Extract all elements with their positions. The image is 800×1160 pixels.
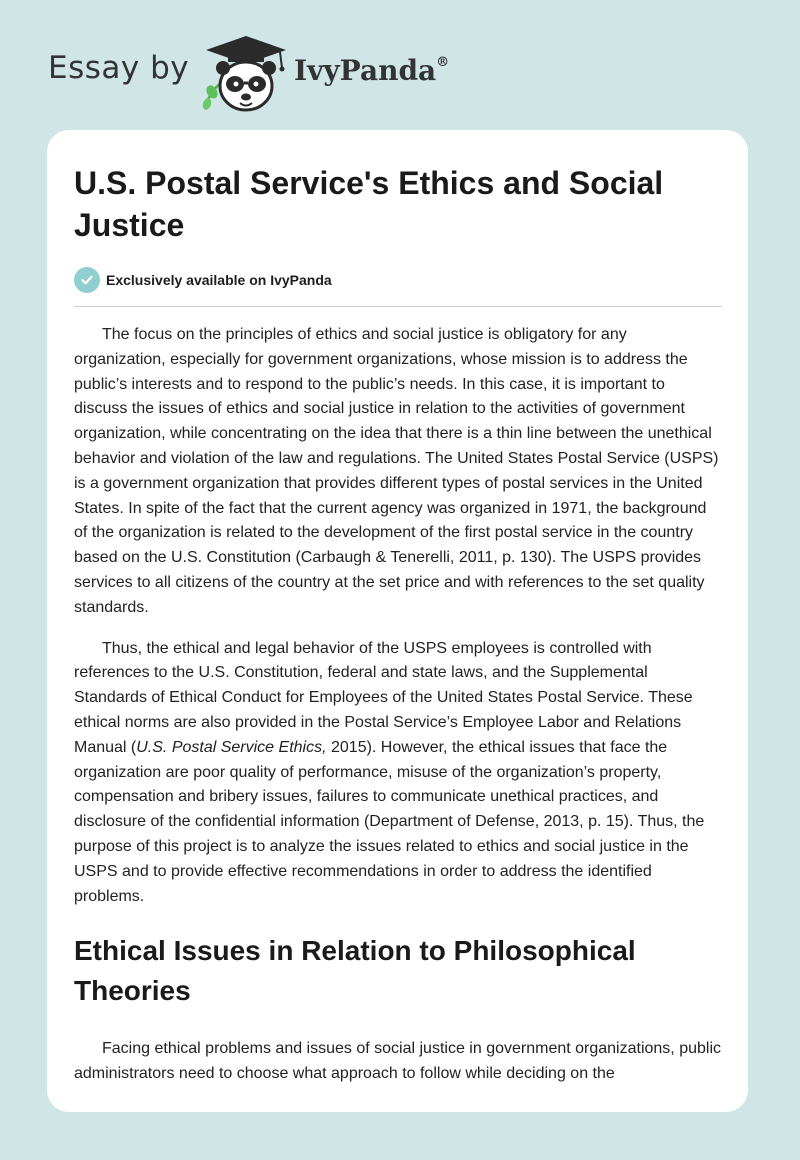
check-circle-icon	[74, 267, 100, 293]
site-header	[48, 28, 508, 110]
divider	[74, 306, 722, 307]
paragraph: The focus on the principles of ethics and social justice is obligatory for any organization, especially for government organizations, whose mission is to address the public’s interests and to respond to the public’s needs. In this case, it is important to discuss the issues of ethics and social justice in relation to the activities of government organization, while concentrating on the idea that there is a thin line between the unethical behavior and violation of the law and regulations. The United States Postal Service (USPS) is a government organization that provides different types of postal services in the United States. In spite of the fact that the current agency was organized in 1971, the background of the organization is related to the development of the first postal service in the country based on the U.S. Constitution (Carbaugh & Tenerelli, 2011, p. 130). The USPS provides services to all citizens of the country at the set price and with references to the set quality standards.	[74, 326, 719, 616]
essay-by-label: Essay by	[48, 50, 190, 86]
exclusive-badge-label: Exclusively available on IvyPanda	[106, 272, 332, 288]
paragraph: Facing ethical problems and issues of social justice in government organizations, public administrators need to choose what approach to follow while deciding on the	[74, 1040, 721, 1083]
article-title: U.S. Postal Service's Ethics and Social Justice	[74, 165, 664, 243]
article-card	[47, 130, 748, 1112]
paragraph: Thus, the ethical and legal behavior of the USPS employees is controlled with references to the U.S. Constitution, federal and state laws, and the Supplemental Standards of Ethical Conduct for Employees of the United States Postal Service. These ethical norms are also provided in the Postal Service’s Employee Labor and Relations Manual (U.S. Postal Service Ethics, 2015). However, the ethical issues that face the organization are poor quality of performance, misuse of the organization’s property, compensation and bribery issues, failures to communicate unethical practices, and disclosure of the confidential information (Department of Defense, 2013, p. 15). Thus, the purpose of this project is to analyze the issues related to ethics and social justice in the USPS and to provide effective recommendations in order to address the identified problems.	[74, 639, 705, 905]
brand-name[interactable]: IvyPanda®	[294, 54, 450, 87]
exclusive-badge	[74, 266, 722, 294]
section-heading: Ethical Issues in Relation to Philosophical Theories	[74, 935, 636, 1007]
panda-logo-icon[interactable]	[200, 34, 292, 114]
